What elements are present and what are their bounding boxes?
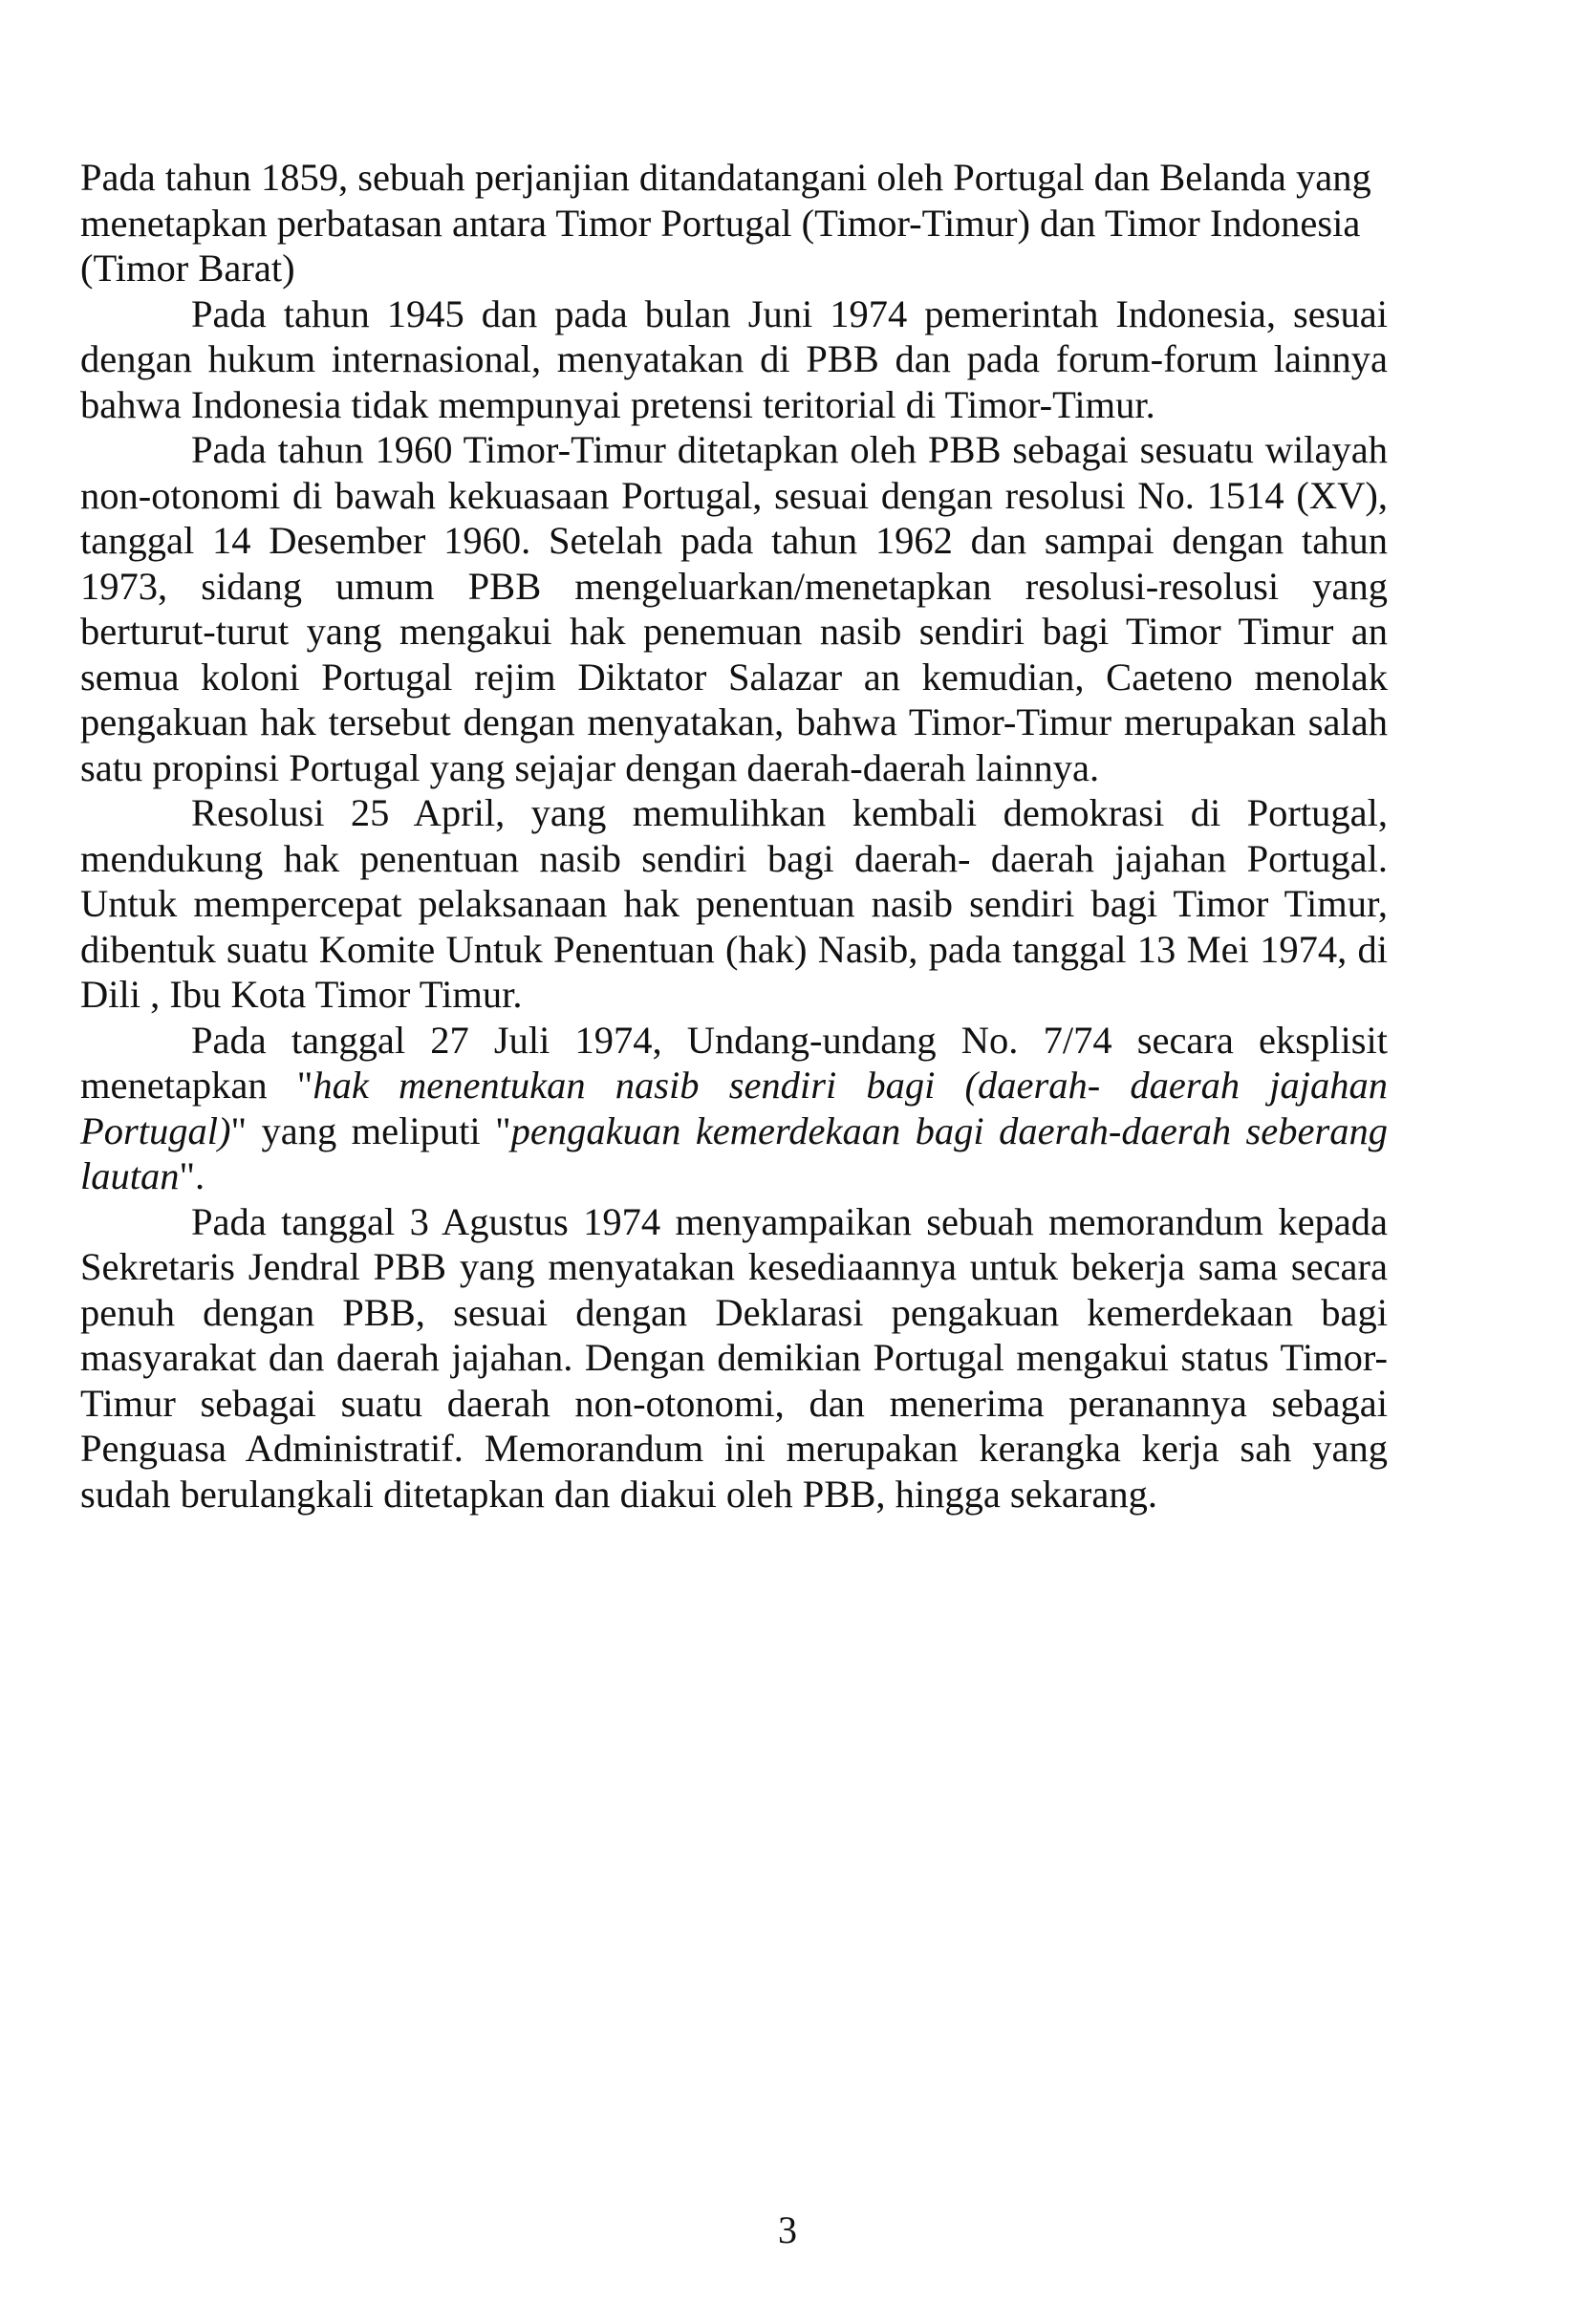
paragraph-4-text: Resolusi 25 April, yang memulihkan kembali demokrasi di Portugal, mendukung hak penentuan nasib sendiri bagi daerah- daerah jajahan Portugal. Untuk mempercepat pelaksanaan hak penentuan nasib sendiri bagi Timor Timur, dibentuk suatu Komite Untuk Penentuan (hak) Nasib, pada tanggal 13 Mei 1974, di Dili , Ibu Kota Timor Timur. bbox=[80, 791, 1388, 1016]
paragraph-5-quote-2: pengakuan kemerdekaan bagi daerah-daerah seberang lautan bbox=[80, 1108, 1389, 1197]
page-number: 3 bbox=[778, 2208, 797, 2251]
paragraph-3 bbox=[80, 427, 1388, 790]
paragraph-4 bbox=[80, 790, 1388, 1018]
paragraph-3-text: Pada tahun 1960 Timor-Timur ditetapkan oleh PBB sebagai sesuatu wilayah non-otonomi di bawah kekuasaan Portugal, sesuai dengan resolusi No. 1514 (XV), tanggal 14 Desember 1960. Setelah pada tahun 1962 dan sampai dengan tahun 1973, sidang umum PBB mengeluarkan/menetapkan resolusi-resolusi yang berturut-turut yang mengakui hak penemuan nasib sendiri bagi Timor Timur an semua koloni Portugal rejim Diktator Salazar an kemudian, Caeteno menolak pengakuan hak tersebut dengan menyatakan, bahwa Timor-Timur merupakan salah satu propinsi Portugal yang sejajar dengan daerah-daerah lainnya. bbox=[80, 428, 1388, 789]
paragraph-5-text-b: " yang meliputi " bbox=[230, 1108, 511, 1152]
paragraph-2-text: Pada tahun 1945 dan pada bulan Juni 1974 pemerintah Indonesia, sesuai dengan hukum internasional, menyatakan di PBB dan pada forum-forum lainnya bahwa Indonesia tidak mempunyai pretensi teritorial di Timor-Timur. bbox=[80, 291, 1388, 426]
paragraph-5-quote-1: hak menentukan nasib sendiri bagi (daerah- daerah jajahan Portugal) bbox=[80, 1064, 1388, 1152]
paragraph-5 bbox=[80, 1018, 1388, 1199]
document-body bbox=[80, 155, 1388, 1517]
paragraph-1 bbox=[80, 155, 1388, 291]
paragraph-5-text-a: Pada tanggal 27 Juli 1974, Undang-undang No. 7/74 secara eksplisit menetapkan " bbox=[80, 1018, 1388, 1107]
paragraph-2 bbox=[80, 291, 1388, 428]
paragraph-6 bbox=[80, 1199, 1388, 1517]
paragraph-6-text: Pada tanggal 3 Agustus 1974 menyampaikan sebuah memorandum kepada Sekretaris Jendral PBB yang menyatakan kesediaannya untuk bekerja sama secara penuh dengan PBB, sesuai dengan Deklarasi pengakuan kemerdekaan bagi masyarakat dan daerah jajahan. Dengan demikian Portugal mengakui status Timor-Timur sebagai suatu daerah non-otonomi, dan menerima peranannya sebagai Penguasa Administratif. Memorandum ini merupakan kerangka kerja sah yang sudah berulangkali ditetapkan dan diakui oleh PBB, hingga sekarang. bbox=[80, 1199, 1388, 1516]
paragraph-1-text: Pada tahun 1859, sebuah perjanjian ditandatangani oleh Portugal dan Belanda yang menetapkan perbatasan antara Timor Portugal (Timor-Timur) dan Timor Indonesia (Timor Barat) bbox=[80, 156, 1371, 290]
paragraph-5-text-c: ". bbox=[179, 1154, 205, 1197]
